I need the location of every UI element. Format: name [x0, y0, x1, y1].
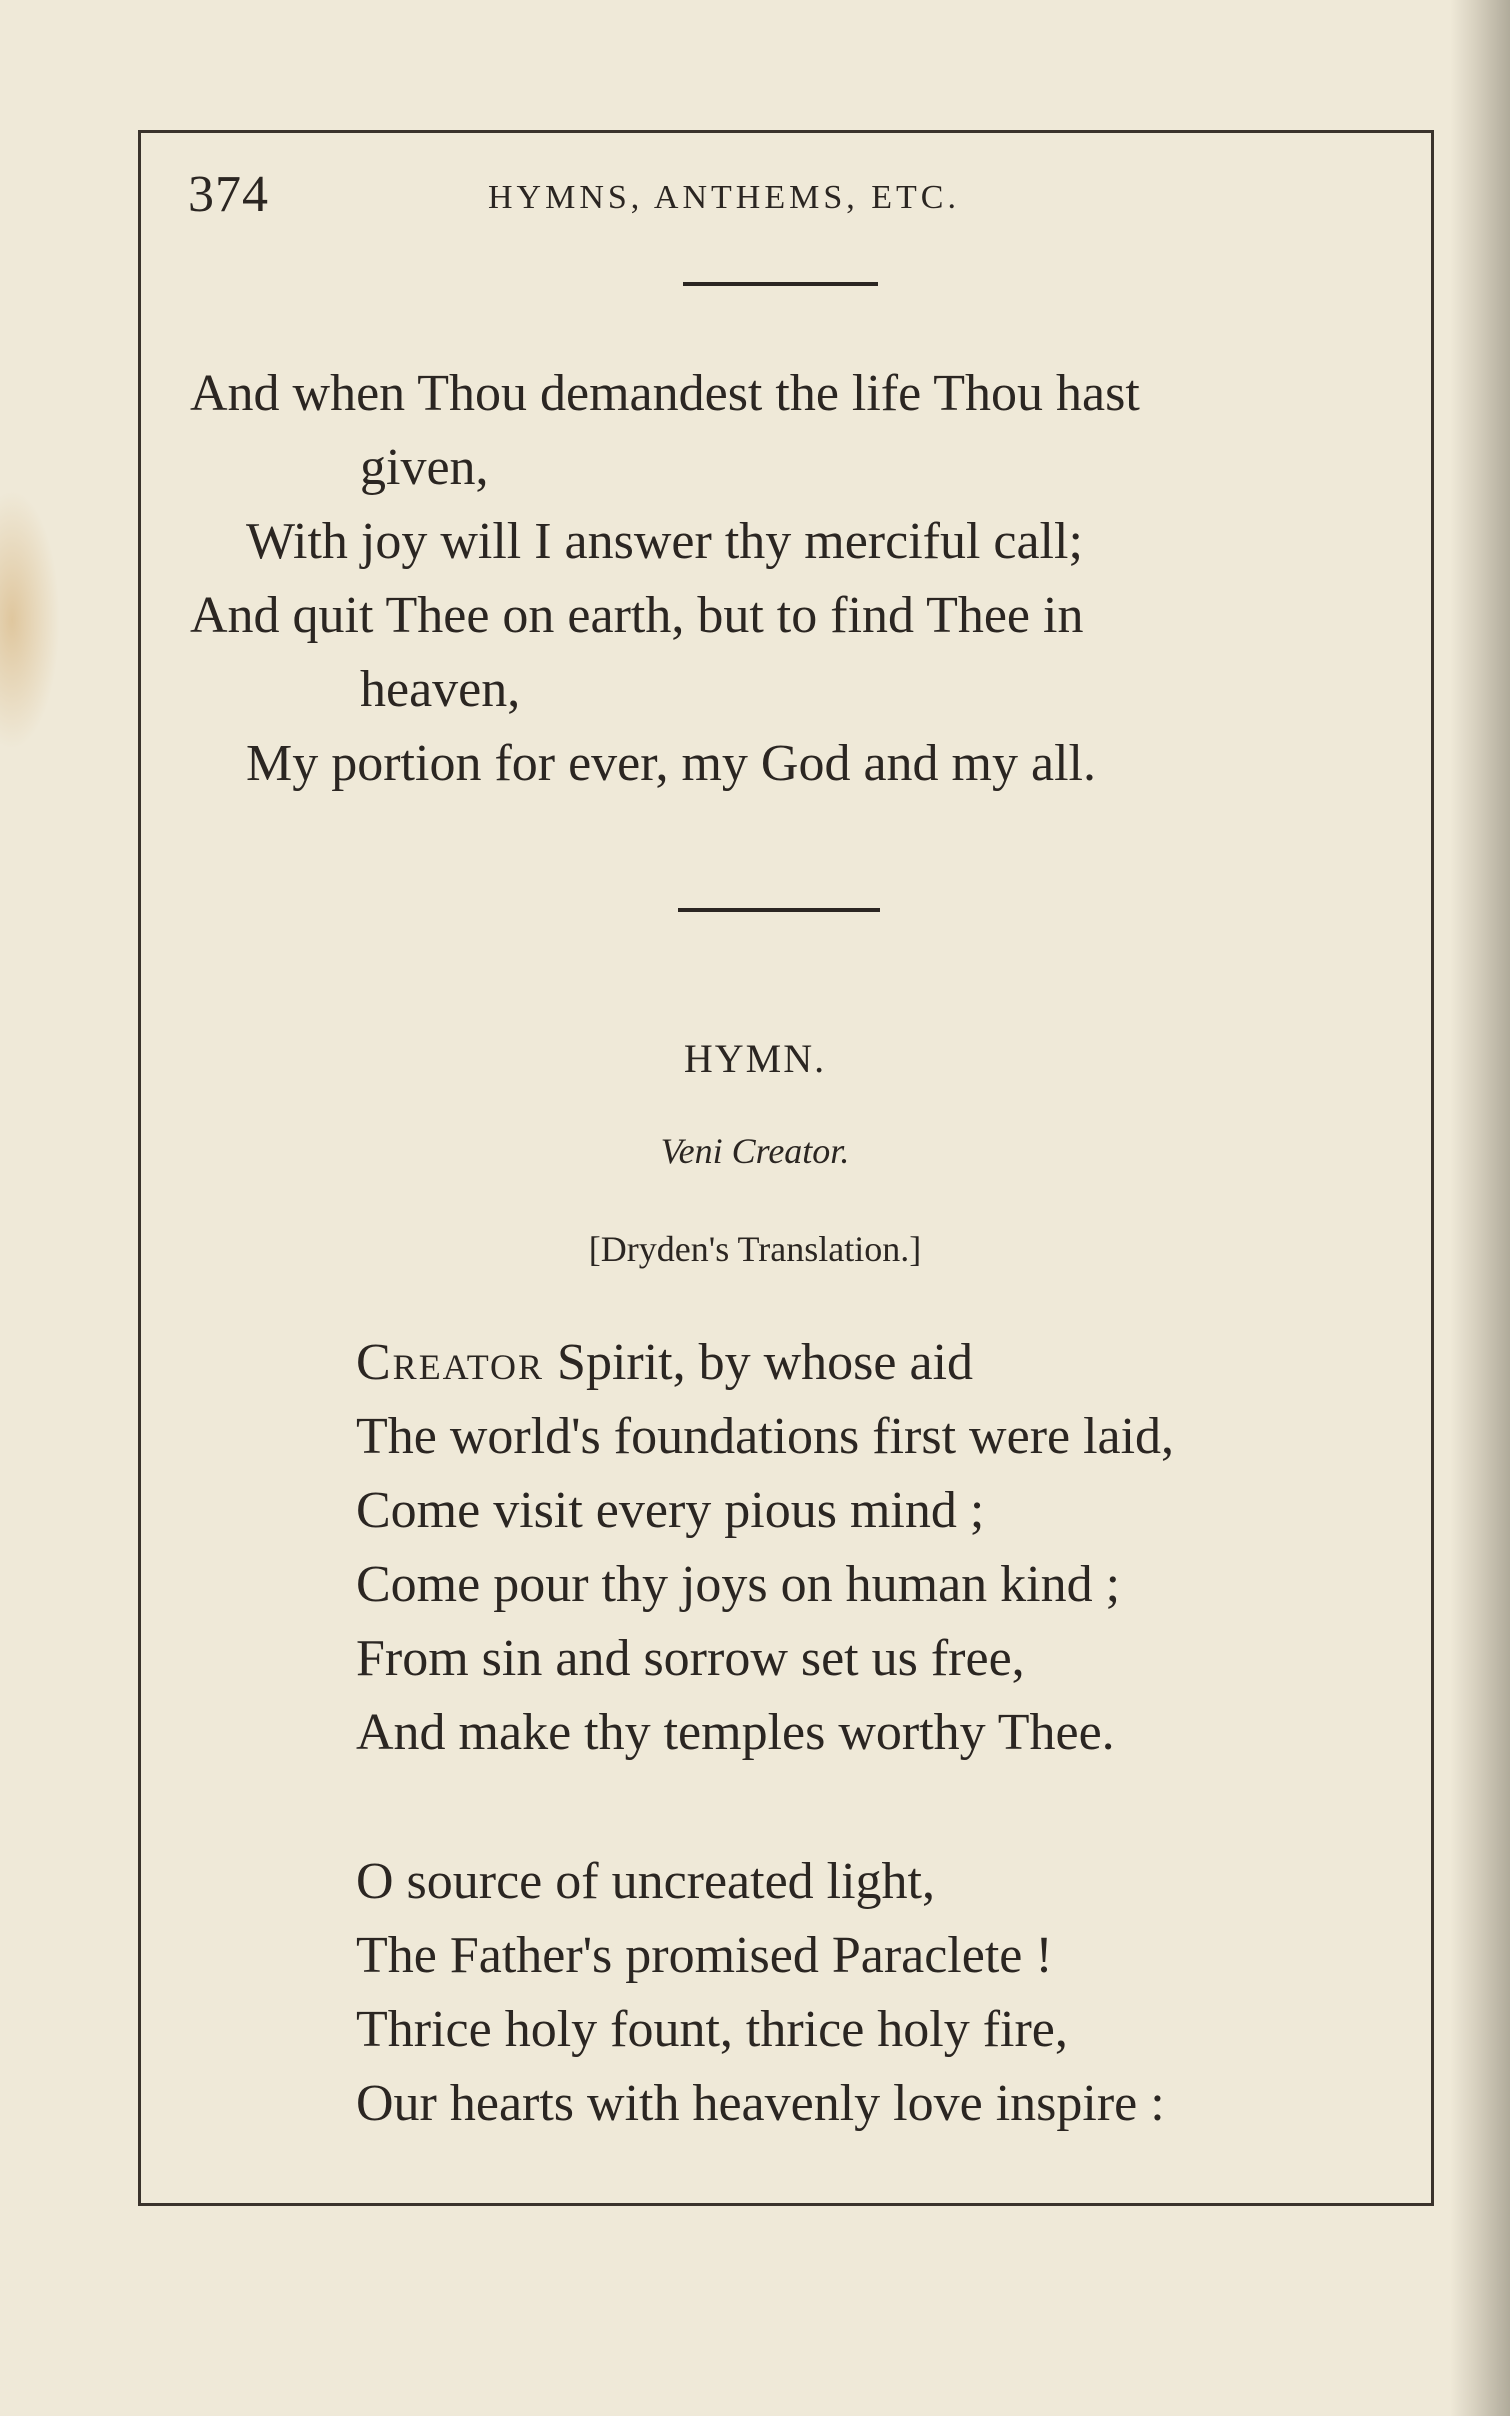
verse-line: From sin and sorrow set us free,: [356, 1630, 1025, 1687]
section-divider-rule: [678, 908, 880, 912]
previous-hymn-stanza: [190, 357, 1140, 801]
verse-line: Thrice holy fount, thrice holy fire,: [356, 2001, 1068, 2058]
verse-line: The world's foundations first were laid,: [356, 1408, 1175, 1465]
verse-line: The Father's promised Paraclete !: [356, 1927, 1053, 1984]
verse-line: Come visit every pious mind ;: [356, 1482, 985, 1539]
hymn-stanza-2: [356, 1845, 1165, 2141]
verse-line: Our hearts with heavenly love inspire :: [356, 2075, 1165, 2132]
verse-line: given,: [360, 439, 489, 496]
top-ornament-rule: [683, 282, 878, 286]
hymn-title: HYMN.: [683, 1036, 827, 1081]
page-number: 374: [188, 166, 269, 223]
hymn-stanza-1: [356, 1326, 1174, 1770]
hymn-translation-note: [Dryden's Translation.]: [588, 1229, 922, 1269]
verse-line: With joy will I answer thy merciful call;: [246, 513, 1083, 570]
running-head: HYMNS, ANTHEMS, ETC.: [488, 179, 960, 216]
hymn-subtitle: Veni Creator.: [660, 1131, 850, 1171]
verse-line: heaven,: [360, 661, 521, 718]
page-stain: [0, 490, 60, 750]
page-header: [188, 165, 1408, 225]
verse-line: My portion for ever, my God and my all.: [246, 735, 1096, 792]
verse-line: O source of uncreated light,: [356, 1853, 936, 1910]
drop-word: Creator: [356, 1334, 545, 1391]
verse-line: Come pour thy joys on human kind ;: [356, 1556, 1121, 1613]
verse-line: [356, 1326, 1174, 1400]
verse-line-text: Spirit, by whose aid: [544, 1334, 974, 1391]
page-edge-shadow: [1450, 0, 1510, 2416]
verse-line: And when Thou demandest the life Thou hast: [190, 365, 1140, 422]
verse-line: And quit Thee on earth, but to find Thee in: [190, 587, 1084, 644]
verse-line: And make thy temples worthy Thee.: [356, 1704, 1115, 1761]
